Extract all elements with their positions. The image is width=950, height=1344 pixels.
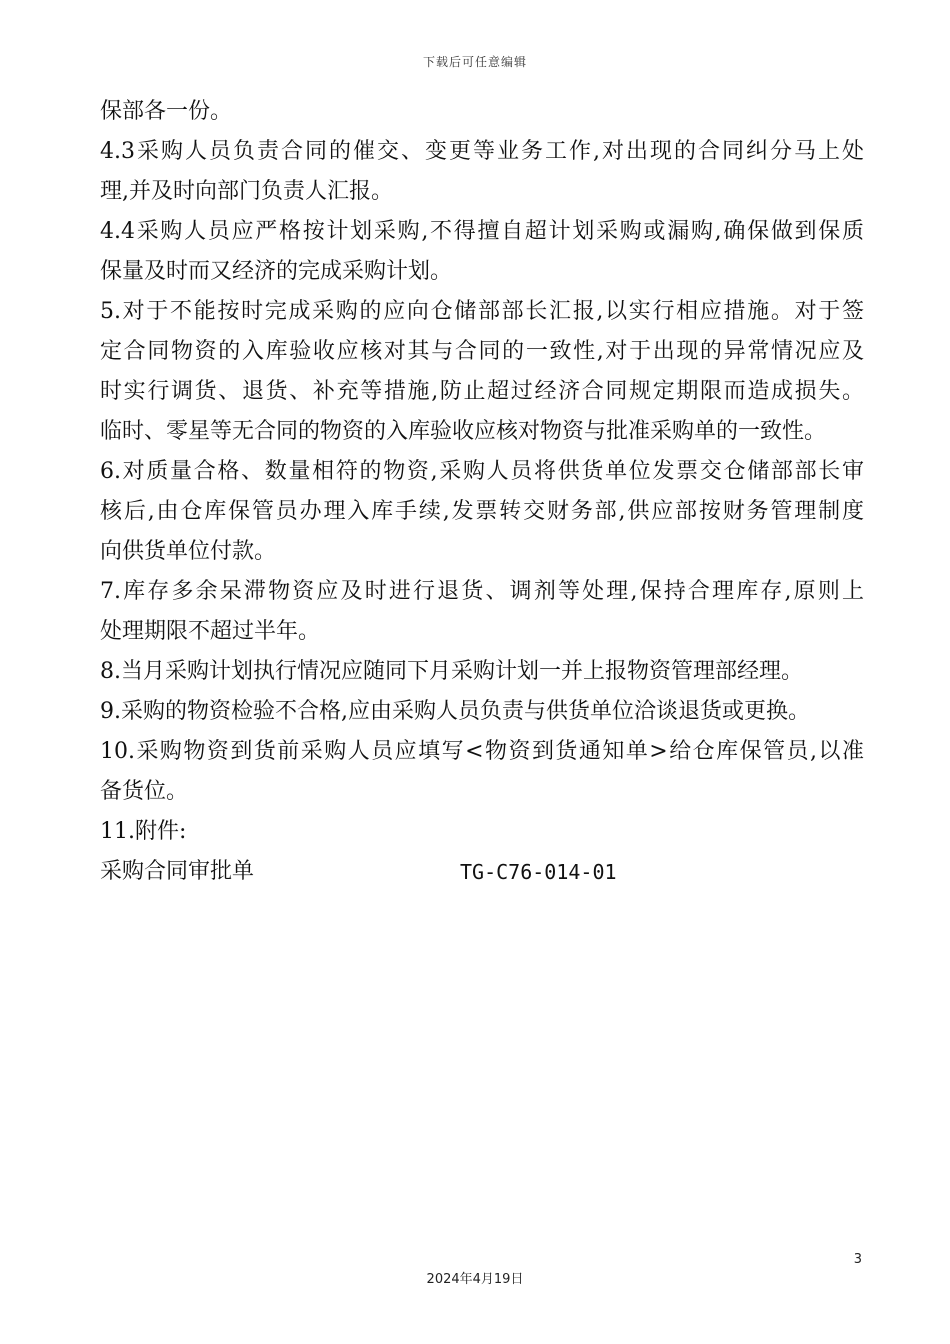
text-line: 10.采购物资到货前采购人员应填写<物资到货通知单>给仓库保管员,以准	[100, 739, 864, 764]
text-line: 处理期限不超过半年。	[100, 619, 321, 644]
text-line: 理,并及时向部门负责人汇报。	[100, 179, 393, 204]
text-line: 4.3采购人员负责合同的催交、变更等业务工作,对出现的合同纠分马上处	[100, 139, 864, 164]
attachment-row	[100, 852, 864, 892]
text-line: 11.附件:	[100, 819, 187, 844]
text-line: 向供货单位付款。	[100, 539, 277, 564]
body-text	[100, 92, 864, 892]
text-line: 5.对于不能按时完成采购的应向仓储部部长汇报,以实行相应措施。对于签	[100, 299, 864, 324]
text-line: 临时、零星等无合同的物资的入库验收应核对物资与批准采购单的一致性。	[100, 419, 827, 444]
attachment-name: 采购合同审批单	[100, 859, 255, 884]
text-line: 时实行调货、退货、补充等措施,防止超过经济合同规定期限而造成损失。	[100, 379, 864, 404]
text-line: 7.库存多余呆滞物资应及时进行退货、调剂等处理,保持合理库存,原则上	[100, 579, 864, 604]
footer-date: 2024年4月19日	[426, 1272, 524, 1287]
text-line: 核后,由仓库保管员办理入库手续,发票转交财务部,供应部按财务管理制度	[100, 499, 864, 524]
text-line: 8.当月采购计划执行情况应随同下月采购计划一并上报物资管理部经理。	[100, 659, 803, 684]
text-line: 保部各一份。	[100, 99, 233, 124]
page-number: 3	[853, 1252, 862, 1267]
text-line: 4.4采购人员应严格按计划采购,不得擅自超计划采购或漏购,确保做到保质	[100, 219, 864, 244]
text-line: 备货位。	[100, 779, 189, 804]
text-line: 定合同物资的入库验收应核对其与合同的一致性,对于出现的异常情况应及	[100, 339, 864, 364]
text-line: 保量及时而又经济的完成采购计划。	[100, 259, 453, 284]
text-line: 6.对质量合格、数量相符的物资,采购人员将供货单位发票交仓储部部长审	[100, 459, 864, 484]
text-line: 9.采购的物资检验不合格,应由采购人员负责与供货单位洽谈退货或更换。	[100, 699, 810, 724]
attachment-code: TG-C76-014-01	[460, 860, 617, 884]
header-note: 下载后可任意编辑	[422, 55, 527, 69]
